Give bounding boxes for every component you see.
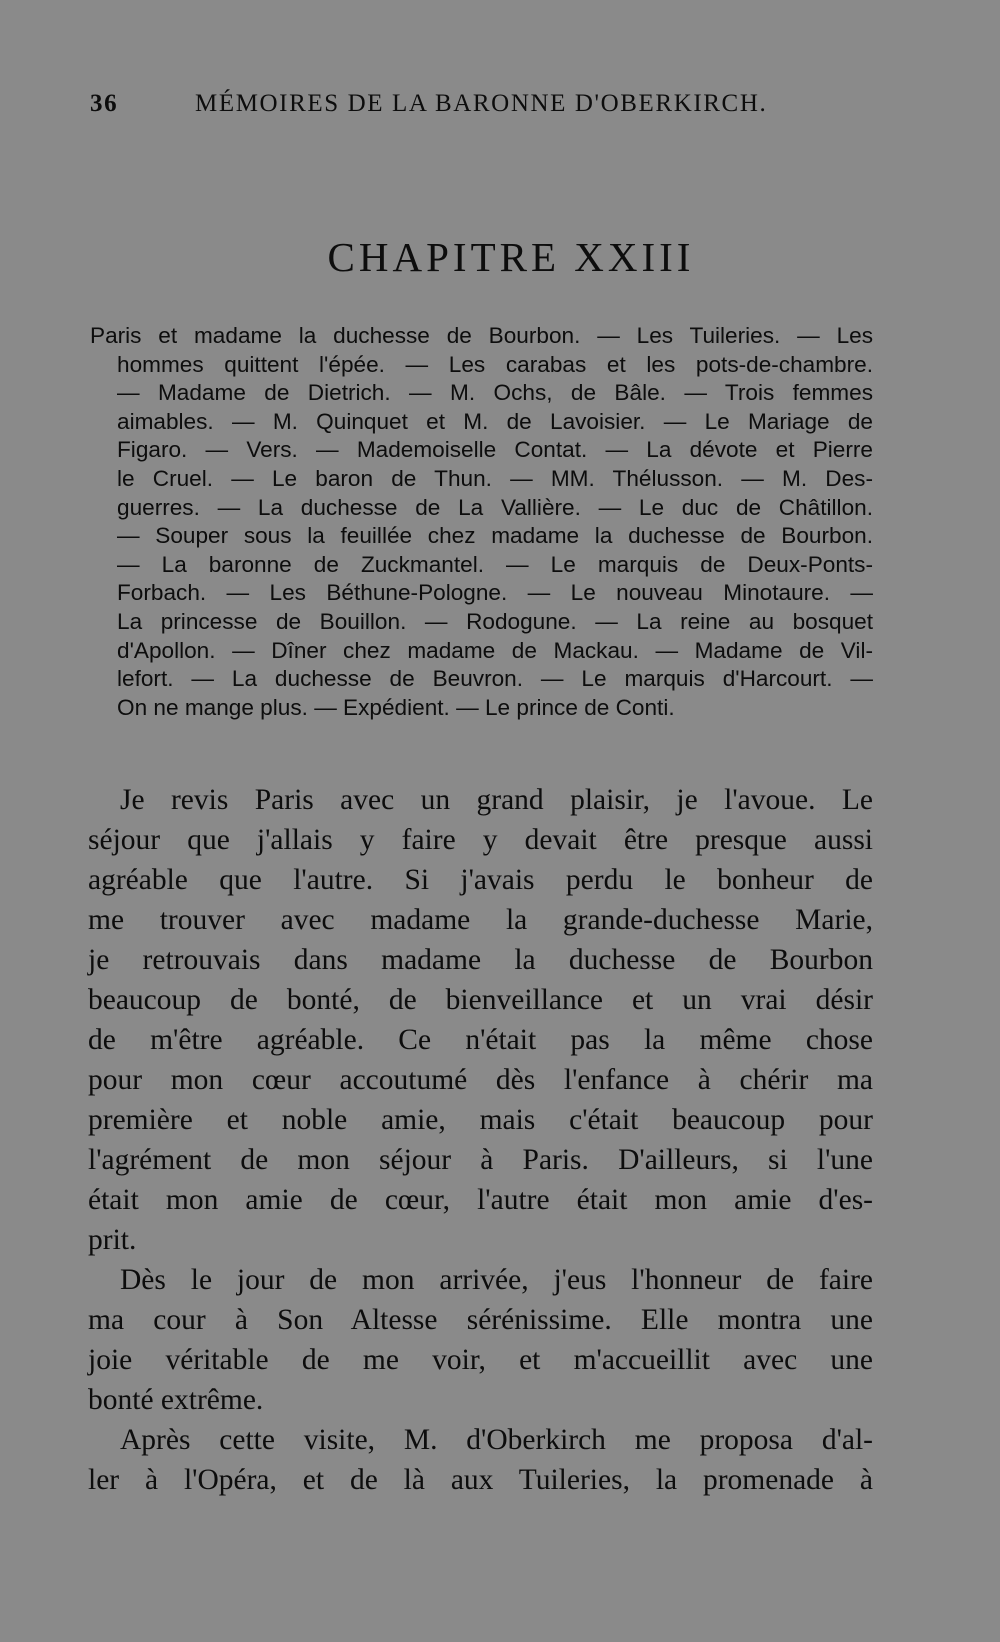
paragraph-line: beaucoup de bonté, de bienveillance et un vrai désir [88, 984, 873, 1016]
paragraph-line: Après cette visite, M. d'Oberkirch me proposa d'al- [120, 1424, 873, 1456]
summary-line: — La baronne de Zuckmantel. — Le marquis de Deux-Ponts- [117, 551, 873, 577]
summary-line: aimables. — M. Quinquet et M. de Lavoisier. — Le Mariage de [117, 408, 873, 434]
paragraph-line: de m'être agréable. Ce n'était pas la même chose [88, 1024, 873, 1056]
summary-line: La princesse de Bouillon. — Rodogune. — La reine au bosquet [117, 608, 873, 634]
summary-line: — Madame de Dietrich. — M. Ochs, de Bâle. — Trois femmes [117, 380, 873, 406]
paragraph-line: ler à l'Opéra, et de là aux Tuileries, la promenade à [88, 1464, 873, 1496]
summary-line: le Cruel. — Le baron de Thun. — MM. Thélusson. — M. Des- [117, 465, 873, 491]
paragraph-line: prit. [88, 1224, 137, 1256]
summary-line: Forbach. — Les Béthune-Pologne. — Le nouveau Minotaure. — [117, 580, 873, 606]
paragraph-line: était mon amie de cœur, l'autre était mon amie d'es- [88, 1184, 873, 1216]
chapter-summary [88, 322, 873, 722]
body-text [88, 780, 873, 1500]
summary-line: d'Apollon. — Dîner chez madame de Mackau. — Madame de Vil- [117, 637, 873, 663]
chapter-title: CHAPITRE XXIII [327, 234, 695, 280]
summary-line: lefort. — La duchesse de Beuvron. — Le marquis d'Harcourt. — [117, 666, 873, 692]
summary-line: hommes quittent l'épée. — Les carabas et les pots-de-chambre. [117, 351, 873, 377]
summary-line: Figaro. — Vers. — Mademoiselle Contat. — La dévote et Pierre [117, 437, 873, 463]
page-number: 36 [90, 90, 119, 117]
summary-line: Paris et madame la duchesse de Bourbon. — Les Tuileries. — Les [90, 323, 873, 348]
paragraph-line: ma cour à Son Altesse sérénissime. Elle montra une [88, 1304, 873, 1336]
running-head [90, 90, 880, 124]
paragraph-line: Je revis Paris avec un grand plaisir, je l'avoue. Le [120, 784, 873, 816]
paragraph-line: bonté extrême. [88, 1384, 264, 1416]
summary-line: On ne mange plus. — Expédient. — Le prince de Conti. [117, 694, 675, 720]
paragraph-line: pour mon cœur accoutumé dès l'enfance à chérir ma [88, 1064, 873, 1096]
paragraph-line: première et noble amie, mais c'était beaucoup pour [88, 1104, 873, 1136]
paragraph-line: séjour que j'allais y faire y devait être presque aussi [88, 824, 873, 856]
paragraph-line: joie véritable de me voir, et m'accueillit avec une [88, 1344, 873, 1376]
summary-line: — Souper sous la feuillée chez madame la duchesse de Bourbon. [117, 523, 873, 549]
paragraph-line: agréable que l'autre. Si j'avais perdu le bonheur de [88, 864, 873, 896]
paragraph-line: me trouver avec madame la grande-duchesse Marie, [88, 904, 873, 936]
paragraph-line: je retrouvais dans madame la duchesse de Bourbon [88, 944, 873, 976]
running-title: MÉMOIRES DE LA BARONNE D'OBERKIRCH. [195, 90, 768, 117]
paragraph-line: Dès le jour de mon arrivée, j'eus l'honneur de faire [120, 1264, 873, 1296]
summary-line: guerres. — La duchesse de La Vallière. — Le duc de Châtillon. [117, 494, 873, 520]
paragraph-line: l'agrément de mon séjour à Paris. D'ailleurs, si l'une [88, 1144, 873, 1176]
